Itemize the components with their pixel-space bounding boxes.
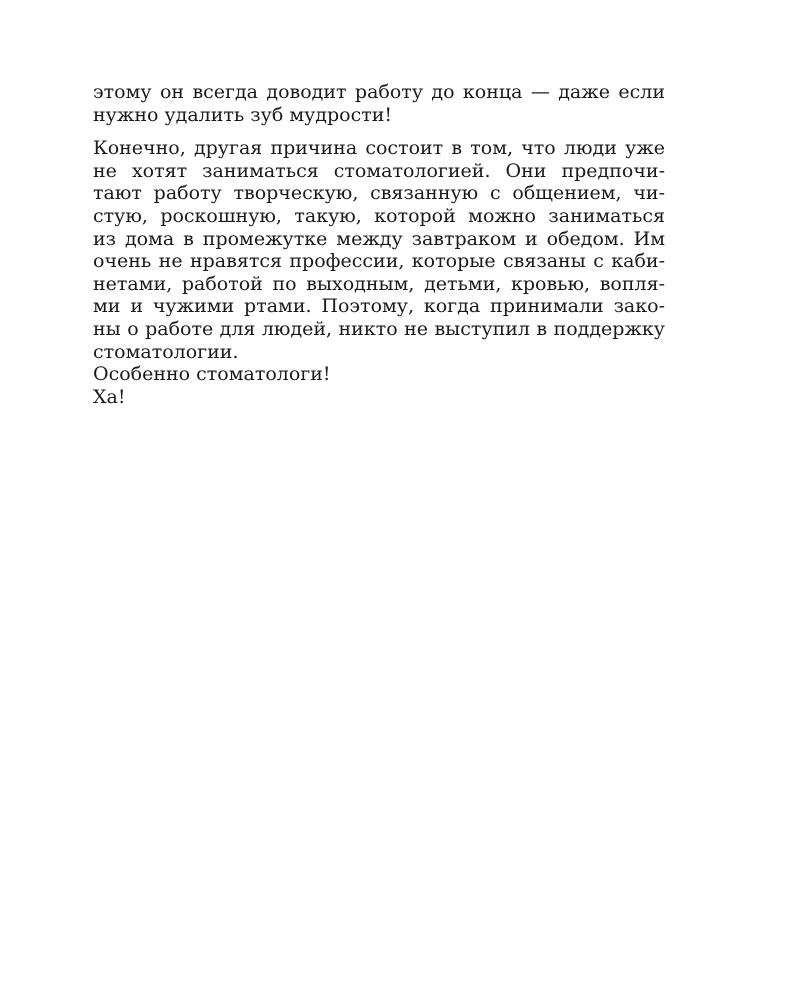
text-line: тают работу творческую, связанную с общением, чи-	[93, 182, 665, 205]
text-line: Конечно, другая причина состоит в том, что люди уже	[93, 137, 665, 160]
text-line: этому он всегда доводит работу до конца — даже если	[93, 81, 665, 103]
paragraph-4	[93, 386, 665, 409]
text-line: стоматологии.	[93, 340, 239, 363]
text-line: ны о работе для людей, никто не выступил в поддержку	[93, 317, 665, 340]
paragraph-2	[93, 137, 665, 363]
paragraph-spacer	[93, 126, 665, 137]
text-line: очень не нравятся профессии, которые связаны с каби-	[93, 250, 665, 273]
text-line: Ха!	[93, 385, 126, 408]
page-text	[93, 81, 665, 408]
text-line: из дома в промежутке между завтраком и обедом. Им	[93, 227, 665, 250]
paragraph-1	[93, 81, 665, 126]
paragraph-3	[93, 363, 665, 386]
text-line: Особенно стоматологи!	[93, 363, 331, 386]
text-line: стую, роскошную, такую, которой можно заниматься	[93, 204, 665, 227]
text-line: нужно удалить зуб мудрости!	[93, 103, 393, 126]
text-line: ми и чужими ртами. Поэтому, когда принимали зако-	[93, 295, 665, 318]
text-line: не хотят заниматься стоматологией. Они предпочи-	[93, 159, 665, 182]
text-line: нетами, работой по выходным, детьми, кровью, вопля-	[93, 272, 665, 295]
